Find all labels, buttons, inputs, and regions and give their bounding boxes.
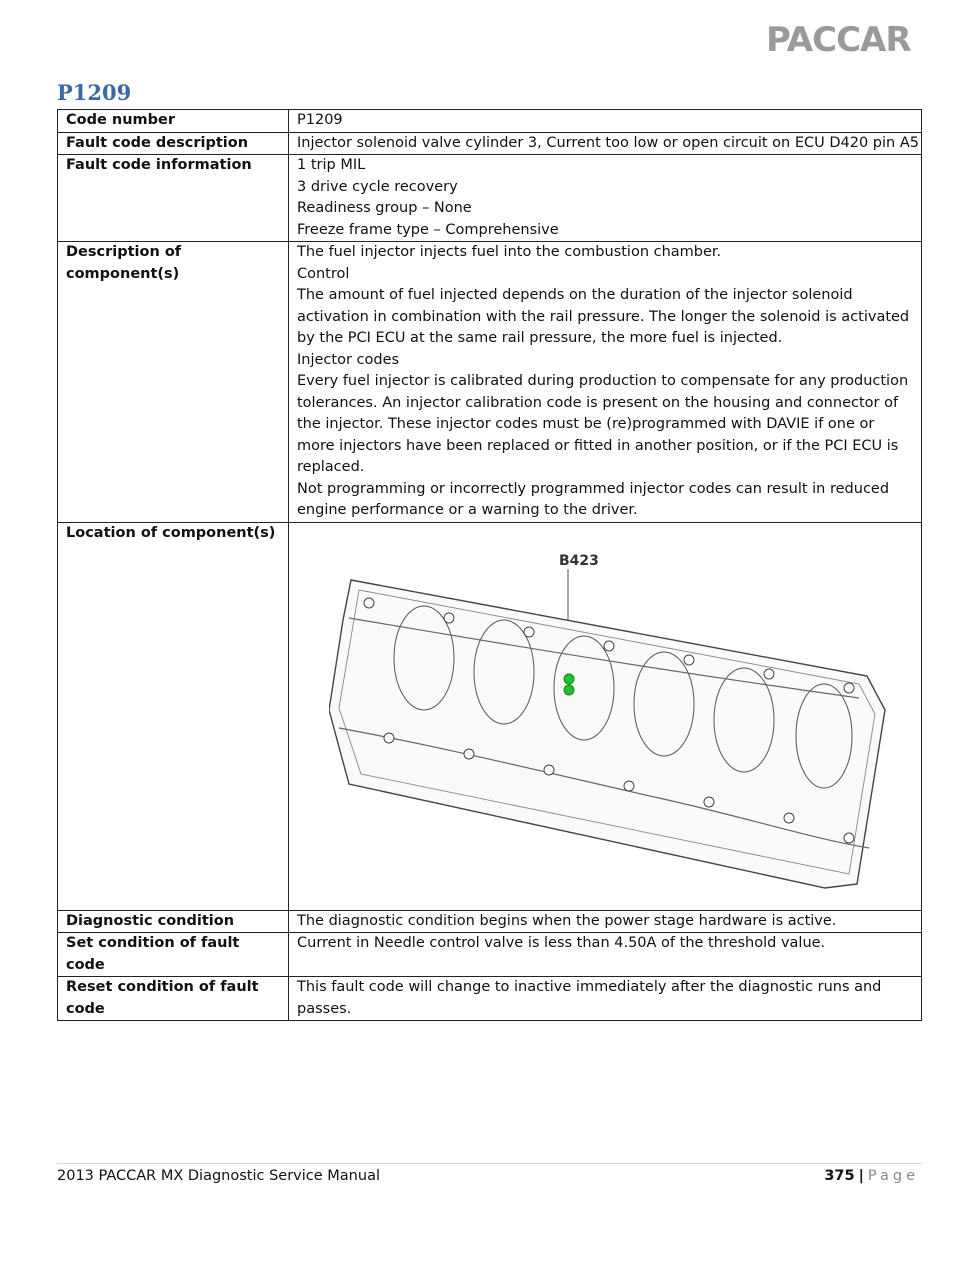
- row-label: Diagnostic condition: [58, 910, 289, 933]
- row-value: P1209: [289, 110, 922, 133]
- table-row: [58, 910, 922, 933]
- row-value: [289, 155, 922, 242]
- footer-manual-title: 2013 PACCAR MX Diagnostic Service Manual: [57, 1168, 380, 1184]
- row-value: [289, 242, 922, 523]
- description-subheading: Injector codes: [297, 351, 400, 368]
- component-callout-label: B423: [559, 552, 599, 569]
- table-row: [58, 522, 922, 910]
- fault-description-text: Injector solenoid valve cylinder 3, Current too low or open circuit on ECU D420 pin A5: [297, 134, 919, 151]
- table-row: [58, 155, 922, 242]
- row-value: This fault code will change to inactive immediately after the diagnostic runs and passes.: [289, 977, 922, 1021]
- page-title: P1209: [57, 80, 132, 105]
- row-label: Reset condition of fault code: [58, 977, 289, 1021]
- fault-code-table: [57, 109, 922, 1021]
- cylinder-head-outline: [329, 580, 885, 888]
- row-value: The diagnostic condition begins when the power stage hardware is active.: [289, 910, 922, 933]
- description-subheading: Control: [297, 265, 350, 282]
- description-paragraph: The amount of fuel injected depends on the duration of the injector solenoid activation in combination with the rail pressure. The longer the solenoid is activated by the PCI ECU at the same rail pressure, the more fuel is injected.: [297, 287, 910, 346]
- description-paragraph: Not programming or incorrectly programmed injector codes can result in reduced engine performance or a warning to the driver.: [297, 480, 890, 518]
- row-label: Code number: [58, 110, 289, 133]
- footer-page-indicator: [824, 1168, 919, 1184]
- row-label: Set condition of fault code: [58, 933, 289, 977]
- info-line: 3 drive cycle recovery: [297, 178, 458, 195]
- description-paragraph: Every fuel injector is calibrated during production to compensate for any production tolerances. An injector calibration code is present on the housing and connector of the injector. These injector codes must be (re)programmed with DAVIE if one or more injectors have been replaced or fitted in another position, or if the PCI ECU is replaced.: [297, 373, 909, 475]
- row-label: Location of component(s): [58, 522, 289, 910]
- info-line: 1 trip MIL: [297, 157, 366, 173]
- info-line: Freeze frame type – Comprehensive: [297, 221, 559, 238]
- page-separator: |: [858, 1168, 864, 1184]
- row-label: Fault code information: [58, 155, 289, 242]
- paccar-logo-text: PACCAR: [766, 20, 911, 54]
- info-line: Readiness group – None: [297, 200, 472, 216]
- row-label: Fault code description: [58, 132, 289, 155]
- cylinder-head-diagram: [329, 548, 899, 893]
- table-row: [58, 132, 922, 155]
- row-label: Description of component(s): [58, 242, 289, 523]
- page-word: Page: [867, 1168, 919, 1184]
- paccar-logo: [766, 20, 924, 54]
- footer-divider: [57, 1163, 922, 1164]
- table-row: [58, 110, 922, 133]
- table-row: [58, 977, 922, 1021]
- row-value: Current in Needle control valve is less than 4.50A of the threshold value.: [289, 933, 922, 977]
- table-row: [58, 933, 922, 977]
- row-value: [289, 132, 922, 155]
- location-diagram-cell: [289, 522, 922, 910]
- page-number: 375: [824, 1168, 855, 1184]
- table-row: [58, 242, 922, 523]
- description-paragraph: The fuel injector injects fuel into the combustion chamber.: [297, 244, 722, 260]
